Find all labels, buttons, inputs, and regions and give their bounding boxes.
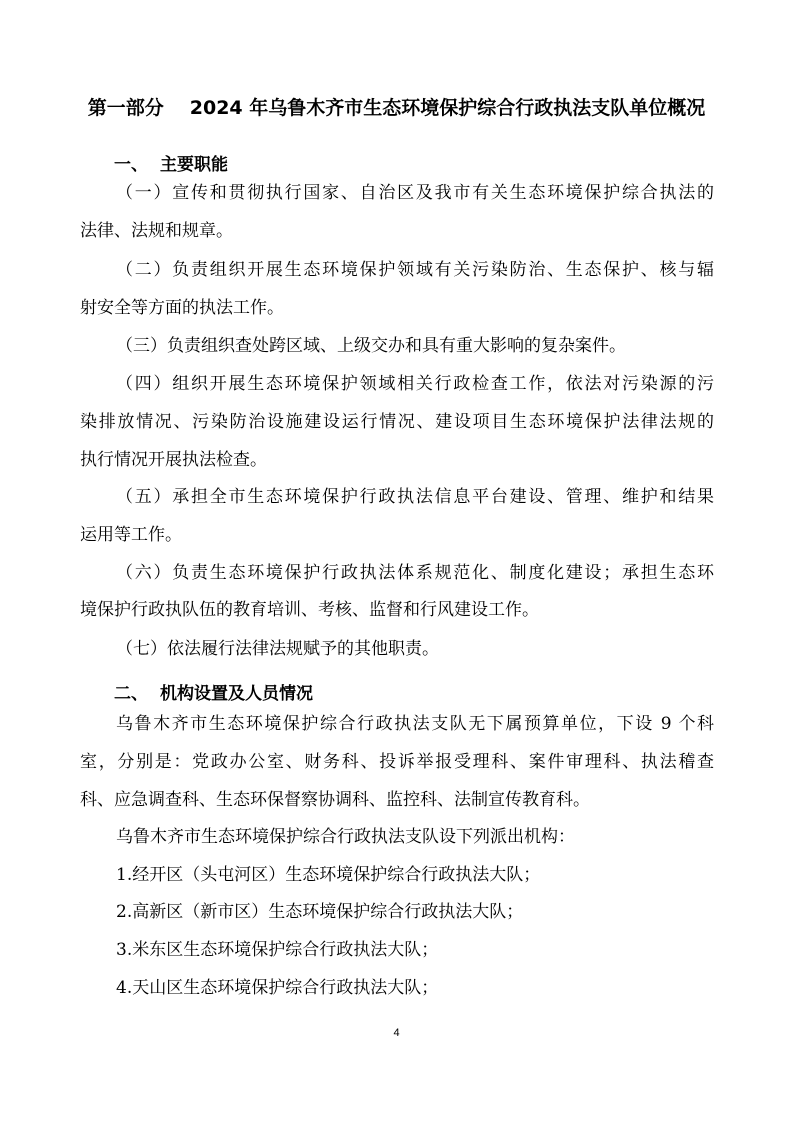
title-text: 2024 年乌鲁木齐市生态环境保护综合行政执法支队单位概况 xyxy=(189,97,706,119)
paragraph-line: 乌鲁木齐市生态环境保护综合行政执法支队无下属预算单位，下设 9 个科 xyxy=(116,714,714,734)
paragraph-line: 室，分别是：党政办公室、财务科、投诉举报受理科、案件审理科、执法稽查 xyxy=(80,752,714,772)
paragraph-line: （三）负责组织查处跨区域、上级交办和具有重大影响的复杂案件。 xyxy=(116,336,626,356)
list-item: 3.米东区生态环境保护综合行政执法大队； xyxy=(116,940,439,960)
paragraph-line: （七）依法履行法律法规赋予的其他职责。 xyxy=(116,639,439,659)
section-number: 一、 xyxy=(114,155,148,175)
section-heading-organization xyxy=(114,679,313,704)
paragraph-line: 乌鲁木齐市生态环境保护综合行政执法支队设下列派出机构： xyxy=(116,827,575,847)
list-item: 2.高新区（新市区）生态环境保护综合行政执法大队； xyxy=(116,902,524,922)
title-part: 第一部分 xyxy=(87,97,164,119)
paragraph-line: 法律、法规和规章。 xyxy=(80,221,233,241)
page-title xyxy=(40,93,753,120)
paragraph-line: （二）负责组织开展生态环境保护领域有关污染防治、生态保护、核与辐 xyxy=(116,260,714,280)
section-title: 主要职能 xyxy=(160,155,228,175)
paragraph-line: 科、应急调查科、生态环保督察协调科、监控科、法制宣传教育科。 xyxy=(80,790,590,810)
paragraph-line: （五）承担全市生态环境保护行政执法信息平台建设、管理、维护和结果 xyxy=(116,487,714,507)
paragraph-line: （一）宣传和贯彻执行国家、自治区及我市有关生态环境保护综合执法的 xyxy=(116,183,714,203)
section-number: 二、 xyxy=(114,684,148,704)
list-item: 4.天山区生态环境保护综合行政执法大队； xyxy=(116,978,439,998)
paragraph-line: 染排放情况、污染防治设施建设运行情况、建设项目生态环境保护法律法规的 xyxy=(80,412,714,432)
paragraph-line: 执行情况开展执法检查。 xyxy=(80,450,267,470)
paragraph-line: （六）负责生态环境保护行政执法体系规范化、制度化建设；承担生态环 xyxy=(116,563,714,583)
paragraph-line: 运用等工作。 xyxy=(80,525,182,545)
paragraph-line: 射安全等方面的执法工作。 xyxy=(80,298,284,318)
section-title: 机构设置及人员情况 xyxy=(160,684,313,704)
list-item: 1.经开区（头屯河区）生态环境保护综合行政执法大队； xyxy=(116,865,541,885)
section-heading-functions xyxy=(114,150,228,175)
paragraph-line: 境保护行政执队伍的教育培训、考核、监督和行风建设工作。 xyxy=(80,600,539,620)
paragraph-line: （四）组织开展生态环境保护领域相关行政检查工作，依法对污染源的污 xyxy=(116,374,714,394)
page-number: 4 xyxy=(393,1027,400,1039)
